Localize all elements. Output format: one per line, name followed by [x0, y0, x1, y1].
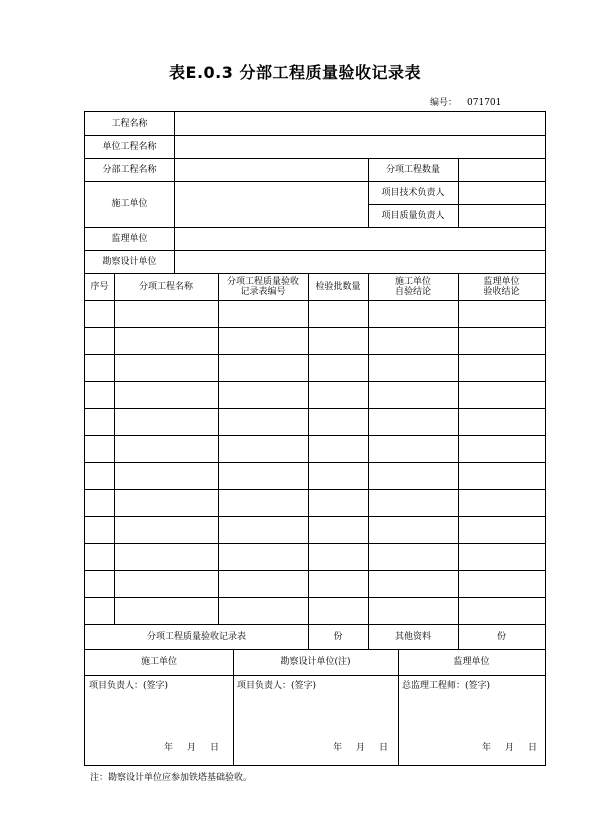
division-project-name-label: 分部工程名称	[102, 164, 157, 175]
supervision-date: 年 月 日	[482, 743, 538, 753]
code-value: 071701	[467, 98, 502, 108]
acceptance-record-table	[84, 111, 546, 766]
summary-other-label: 其他资料	[394, 631, 431, 642]
column-header-subitem-name: 分项工程名称	[138, 281, 193, 292]
supervision-line-1: 监理单位	[483, 276, 520, 287]
signature-header-survey: 勘察设计单位(注)	[280, 657, 351, 667]
quality-leader-label: 项目质量负责人	[381, 210, 445, 221]
supervision-line-2: 验收结论	[483, 286, 520, 297]
summary-records-unit: 份	[333, 631, 343, 642]
survey-signer: 项目负责人：(签字)	[237, 681, 317, 691]
summary-records-label: 分项工程质量验收记录表	[146, 631, 246, 642]
unit-project-name-label: 单位工程名称	[102, 141, 157, 152]
page-title: 表E.0.3 分部工程质量验收记录表	[169, 63, 421, 82]
column-header-batch-count: 检验批数量	[315, 281, 361, 292]
survey-date: 年 月 日	[333, 743, 389, 753]
code-label: 编号：	[430, 98, 458, 108]
self-check-line-2: 自验结论	[394, 286, 431, 297]
record-no-line-2: 记录表编号	[240, 286, 286, 297]
construction-unit-label: 施工单位	[111, 199, 148, 209]
supervision-signer: 总监理工程师：(签字)	[402, 681, 491, 691]
summary-other-unit: 份	[496, 631, 506, 642]
tech-leader-label: 项目技术负责人	[381, 187, 445, 198]
record-no-line-1: 分项工程质量验收	[226, 276, 299, 287]
column-header-supervision	[458, 273, 545, 300]
column-header-seq: 序号	[90, 281, 109, 292]
signature-header-construction: 施工单位	[140, 657, 177, 667]
column-header-self-check	[368, 273, 458, 300]
document-code	[430, 95, 550, 108]
signature-header-supervision: 监理单位	[453, 657, 490, 667]
project-name-label: 工程名称	[111, 118, 148, 129]
survey-design-unit-label: 勘察设计单位	[102, 256, 157, 267]
self-check-line-1: 施工单位	[394, 276, 431, 287]
construction-signer: 项目负责人：(签字)	[89, 681, 169, 691]
column-header-record-no	[218, 273, 308, 300]
footnote: 注：勘察设计单位应参加铁塔基础验收。	[90, 773, 253, 783]
subitem-count-label: 分项工程数量	[385, 164, 440, 175]
supervision-unit-label: 监理单位	[111, 233, 148, 244]
construction-date: 年 月 日	[164, 743, 220, 753]
